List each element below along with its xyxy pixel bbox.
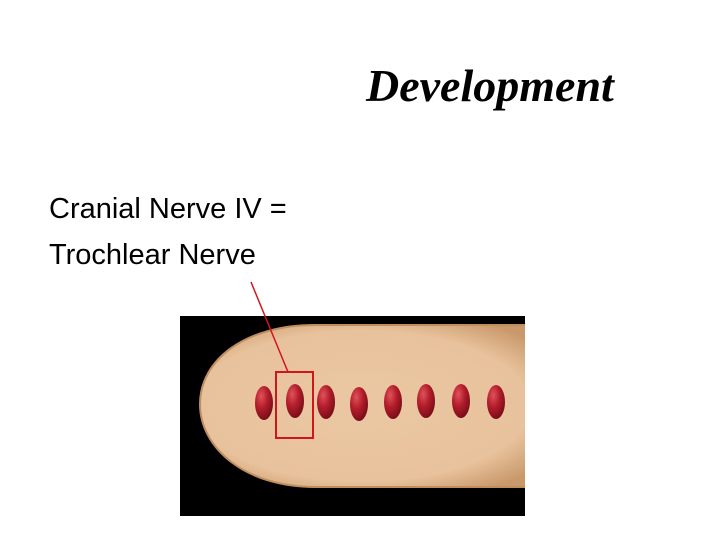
rhombomere-segment (452, 384, 470, 418)
rhombomere-segment (255, 386, 273, 420)
neural-tube-tissue (200, 325, 560, 487)
body-line-2: Trochlear Nerve (49, 239, 256, 271)
rhombomere-segment (487, 385, 505, 419)
rhombomere-segment (286, 384, 304, 418)
rhombomere-segment (317, 385, 335, 419)
rhombomere-segment (417, 384, 435, 418)
body-line-1: Cranial Nerve IV = (49, 193, 287, 225)
rhombomere-segment (384, 385, 402, 419)
rhombomere-segment (350, 387, 368, 421)
slide-title: Development (366, 60, 614, 111)
